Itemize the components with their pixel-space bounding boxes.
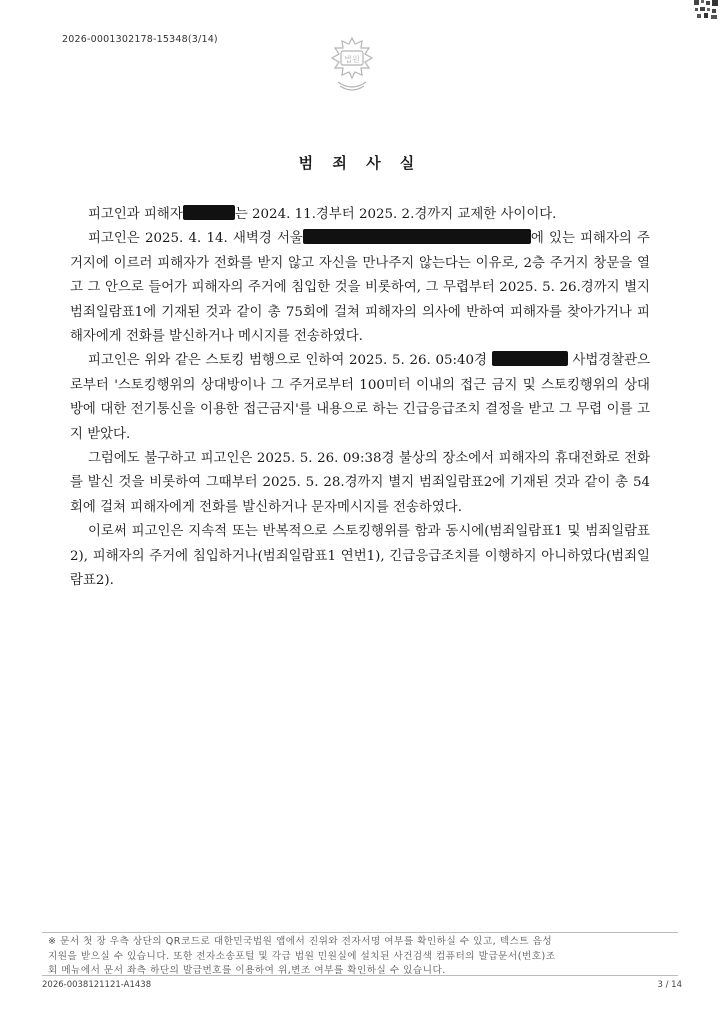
paragraph-text: 에 있는 피해자의 주거지에 이르러 피해자가 전화를 받지 않고 자신을 만나주지 않는다는 이유로, 2층 주거지 창문을 열고 그 안으로 들어가 피해자의 주거에 침입한 것을 비롯하여, 그 무렵부터 2025. 5. 26.경까지 별지 범죄일람표1에 기재된 것과 같이 총 75회에 걸쳐 피해자의 의사에 반하여 피해자를 찾아가거나 피해자에게 전화를 발신하거나 메시지를 전송하였다. [70, 231, 650, 345]
paragraph-relationship [70, 203, 650, 227]
verification-notice [42, 932, 678, 976]
paragraph-conclusion: 이로써 피고인은 지속적 또는 반복적으로 스토킹행위를 함과 동시에(범죄일람표1 및 범죄일람표2), 피해자의 주거에 침입하거나(범죄일람표1 연번1), 긴급응급조치를 이행하지 아니하였다(범죄일람표2). [70, 524, 650, 589]
notice-line: 회 메뉴에서 문서 좌측 하단의 발급번호를 이용하여 위,변조 여부를 확인하실 수 있습니다. [48, 965, 446, 976]
court-seal-watermark [326, 34, 378, 94]
qr-code-icon [692, 0, 720, 22]
notice-line: ※ 문서 첫 장 우측 상단의 QR코드로 대한민국법원 앱에서 진위와 전자서명 여부를 확인하실 수 있고, 텍스트 음성 [48, 936, 553, 947]
paragraph-text: 사법경찰관으로부터 '스토킹행위의 상대방이나 그 주거로부터 100미터 이내의 접근 금지 및 스토킹행위의 상대방에 대한 전기통신을 이용한 접근금지'를 내용으로 하는 긴급응급조치 결정을 받고 그 무렵 이를 고지 받았다. [70, 353, 651, 442]
redaction-bar [492, 351, 568, 366]
paragraph-violation: 그럼에도 불구하고 피고인은 2025. 5. 26. 09:38경 불상의 장소에서 피해자의 휴대전화로 전화를 발신 것을 비롯하여 그때부터 2025. 5. 28.경까지 별지 범죄일람표2에 기재된 것과 같이 총 54회에 걸쳐 피해자에게 전화를 발신하거나 문자메시지를 전송하였다. [70, 451, 650, 515]
notice-line: 지원을 받으실 수 있습니다. 또한 전자소송포털 및 각급 법원 민원실에 설치된 사건검색 컴퓨터의 발급문서(번호)조 [48, 950, 556, 962]
document-id: 2026-0001302178-15348(3/14) [62, 34, 218, 45]
paragraph-emergency-order [70, 349, 650, 447]
issue-number: 2026-0038121121-A1438 [42, 980, 152, 990]
paragraph-text: 피고인은 위와 같은 스토킹 범행으로 인하여 2025. 5. 26. 05:40경 [88, 353, 487, 369]
paragraph-text: 피고인은 2025. 4. 14. 새벽경 서울 [88, 231, 303, 247]
redaction-bar [303, 229, 531, 244]
paragraph-intrusion [70, 227, 650, 349]
page-number: 3 / 14 [657, 980, 682, 990]
paragraph-text: 피고인과 피해자 [88, 207, 183, 222]
redaction-bar [183, 205, 235, 220]
paragraph-text: 는 2024. 11.경부터 2025. 2.경까지 교제한 사이이다. [234, 207, 557, 222]
svg-text:법원: 법원 [344, 55, 360, 64]
page-title: 범 죄 사 실 [298, 154, 422, 172]
document-body [70, 203, 650, 594]
